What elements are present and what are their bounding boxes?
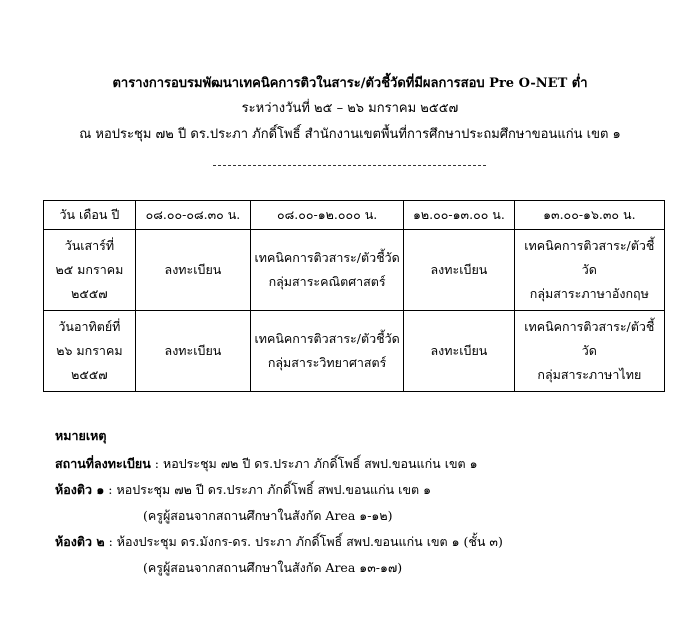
room2-audience: (ครูผู้สอนจากสถานศึกษาในสังกัด Area ๑๓-๑๗) xyxy=(143,560,403,575)
slot4-cell xyxy=(514,230,664,311)
session-title: เทคนิคการติวสาระ/ตัวชี้วัด xyxy=(524,238,655,277)
slot4-cell xyxy=(514,311,664,392)
session-subject: กลุ่มสาระภาษาอังกฤษ xyxy=(529,286,649,301)
room1-note xyxy=(55,477,675,503)
date-range: ระหว่างวันที่ ๒๕ – ๒๖ มกราคม ๒๕๕๗ xyxy=(241,101,459,116)
document-header xyxy=(0,74,700,146)
session-title: เทคนิคการติวสาระ/ตัวชี้วัด xyxy=(524,319,655,358)
date-label: ๒๕ มกราคม xyxy=(55,262,124,277)
room1-audience: (ครูผู้สอนจากสถานศึกษาในสังกัด Area ๑-๑๒) xyxy=(143,508,393,523)
room2-label: ห้องติว ๒ xyxy=(55,534,105,549)
document-title: ตารางการอบรมพัฒนาเทคนิคการติวในสาระ/ตัวชี้วัดที่มีผลการสอบ Pre O-NET ต่ำ xyxy=(112,76,588,91)
room2-text: : ห้องประชุม ดร.มังกร-ดร. ประภา ภักดิ์โพธิ์ สพป.ขอนแก่น เขต ๑ (ชั้น ๓) xyxy=(108,534,503,549)
slot1-cell: ลงทะเบียน xyxy=(135,311,250,392)
notes-section xyxy=(55,423,675,581)
header-cell-slot1: ๐๘.๐๐-๐๘.๓๐ น. xyxy=(135,201,250,230)
table-row xyxy=(44,311,665,392)
venue-line: ณ หอประชุม ๗๒ ปี ดร.ประภา ภักดิ์โพธิ์ สำนักงานเขตพื้นที่การศึกษาประถมศึกษาขอนแก่น เขต ๑ xyxy=(79,127,621,142)
slot3-cell: ลงทะเบียน xyxy=(404,230,515,311)
registration-label: สถานที่ลงทะเบียน xyxy=(55,456,151,471)
session-subject: กลุ่มสาระภาษาไทย xyxy=(537,367,642,382)
registration-note xyxy=(55,451,675,477)
session-subject: กลุ่มสาระคณิตศาสตร์ xyxy=(268,274,386,289)
slot3-cell: ลงทะเบียน xyxy=(404,311,515,392)
room2-note xyxy=(55,529,675,555)
date-cell xyxy=(44,230,136,311)
header-cell-date: วัน เดือน ปี xyxy=(44,201,136,230)
session-title: เทคนิคการติวสาระ/ตัวชี้วัด xyxy=(254,250,400,265)
slot1-cell: ลงทะเบียน xyxy=(135,230,250,311)
slot2-cell xyxy=(251,311,404,392)
table-header-row xyxy=(44,201,665,230)
slot2-cell xyxy=(251,230,404,311)
year-label: ๒๕๕๗ xyxy=(71,286,108,301)
date-cell xyxy=(44,311,136,392)
room1-text: : หอประชุม ๗๒ ปี ดร.ประภา ภักดิ์โพธิ์ สพป.ขอนแก่น เขต ๑ xyxy=(108,482,432,497)
room1-label: ห้องติว ๑ xyxy=(55,482,105,497)
session-title: เทคนิคการติวสาระ/ตัวชี้วัด xyxy=(254,331,400,346)
registration-text: : หอประชุม ๗๒ ปี ดร.ประภา ภักดิ์โพธิ์ สพป.ขอนแก่น เขต ๑ xyxy=(154,456,478,471)
header-cell-slot4: ๑๓.๐๐-๑๖.๓๐ น. xyxy=(514,201,664,230)
header-cell-slot3: ๑๒.๐๐-๑๓.๐๐ น. xyxy=(404,201,515,230)
notes-heading: หมายเหตุ xyxy=(55,428,107,443)
day-label: วันอาทิตย์ที่ xyxy=(58,319,121,334)
header-cell-slot2: ๐๘.๐๐-๑๒.๐๐๐ น. xyxy=(251,201,404,230)
date-label: ๒๖ มกราคม xyxy=(56,343,123,358)
session-subject: กลุ่มสาระวิทยาศาสตร์ xyxy=(267,355,387,370)
day-label: วันเสาร์ที่ xyxy=(64,238,115,253)
year-label: ๒๕๕๗ xyxy=(71,367,108,382)
table-row xyxy=(44,230,665,311)
dashed-divider xyxy=(213,165,486,166)
schedule-table xyxy=(43,200,665,392)
